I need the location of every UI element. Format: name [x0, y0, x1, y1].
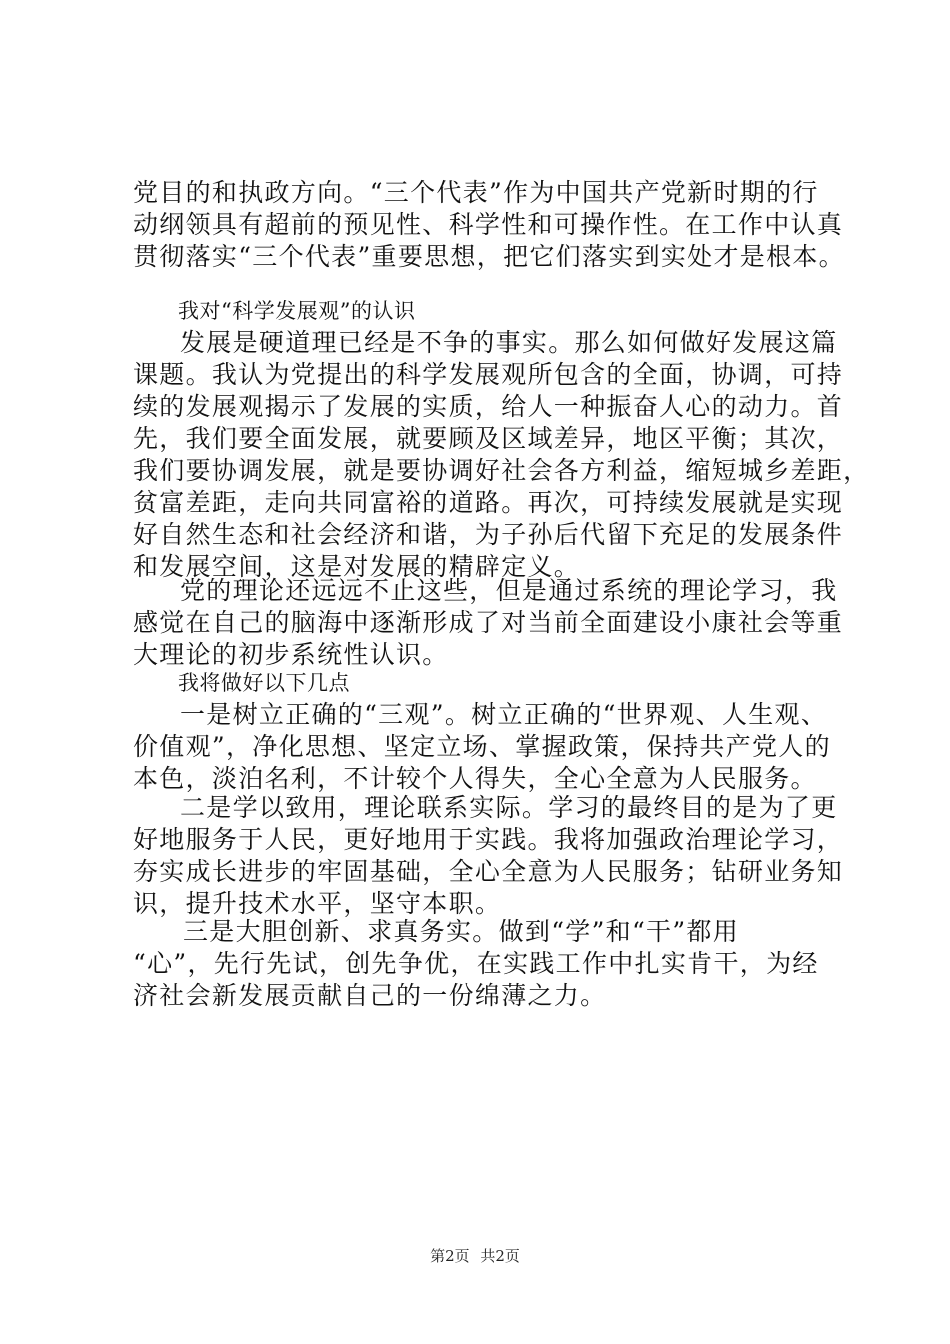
text-line: 大理论的初步系统性认识。	[133, 640, 449, 669]
paragraph-point-three	[133, 916, 853, 1012]
paragraph-point-one	[133, 699, 853, 795]
text-line: 夯实成长进步的牢固基础，全心全意为人民服务；钻研业务知	[133, 857, 844, 886]
page-number-total: 共2页	[480, 1247, 520, 1265]
section-heading-science	[133, 295, 853, 327]
text-line: 我们要协调发展，就是要协调好社会各方利益，缩短城乡差距，	[133, 456, 870, 485]
text-line: 贫富差距，走向共同富裕的道路。再次，可持续发展就是实现	[133, 488, 844, 517]
text-line: 识，提升技术水平，坚守本职。	[133, 889, 502, 918]
text-line: 动纲领具有超前的预见性、科学性和可操作性。在工作中认真	[133, 210, 844, 239]
heading-text: 我将做好以下几点	[178, 671, 350, 695]
text-line: 价值观”，净化思想、坚定立场、掌握政策，保持共产党人的	[133, 732, 831, 761]
text-line: 课题。我认为党提出的科学发展观所包含的全面，协调，可持	[133, 360, 844, 389]
text-line: 发展是硬道理已经是不争的事实。那么如何做好发展这篇	[180, 328, 838, 357]
text-line: 济社会新发展贡献自己的一份绵薄之力。	[133, 981, 607, 1010]
paragraph-intro	[133, 177, 853, 273]
text-line: 三是大胆创新、求真务实。做到“学”和“干”都用	[183, 917, 740, 946]
text-line: 先，我们要全面发展，就要顾及区域差异，地区平衡；其次，	[133, 424, 844, 453]
paragraph-theory	[133, 575, 853, 671]
text-line: 本色，淡泊名利，不计较个人得失，全心全意为人民服务。	[133, 764, 817, 793]
text-line: 和发展空间，这是对发展的精辟定义。	[133, 552, 581, 581]
paragraph-science	[133, 327, 870, 583]
text-line: 党的理论还远远不止这些，但是通过系统的理论学习，我	[180, 576, 838, 605]
text-line: 党目的和执政方向。“三个代表”作为中国共产党新时期的行	[133, 178, 819, 207]
paragraph-point-two	[133, 792, 853, 920]
section-heading-points	[133, 667, 853, 699]
text-line: 好地服务于人民，更好地用于实践。我将加强政治理论学习，	[133, 825, 844, 854]
page-number-current: 第2页	[430, 1247, 470, 1265]
text-line: 贯彻落实“三个代表”重要思想，把它们落实到实处才是根本。	[133, 242, 845, 271]
page-footer	[0, 1246, 950, 1266]
text-line: 感觉在自己的脑海中逐渐形成了对当前全面建设小康社会等重	[133, 608, 844, 637]
text-line: 二是学以致用，理论联系实际。学习的最终目的是为了更	[180, 793, 838, 822]
text-line: 好自然生态和社会经济和谐，为子孙后代留下充足的发展条件	[133, 520, 844, 549]
text-line: 续的发展观揭示了发展的实质，给人一种振奋人心的动力。首	[133, 392, 844, 421]
text-line: “心”，先行先试，创先争优，在实践工作中扎实肯干，为经	[133, 949, 819, 978]
text-line: 一是树立正确的“三观”。树立正确的“世界观、人生观、	[180, 700, 828, 729]
heading-text: 我对“科学发展观”的认识	[178, 299, 416, 323]
